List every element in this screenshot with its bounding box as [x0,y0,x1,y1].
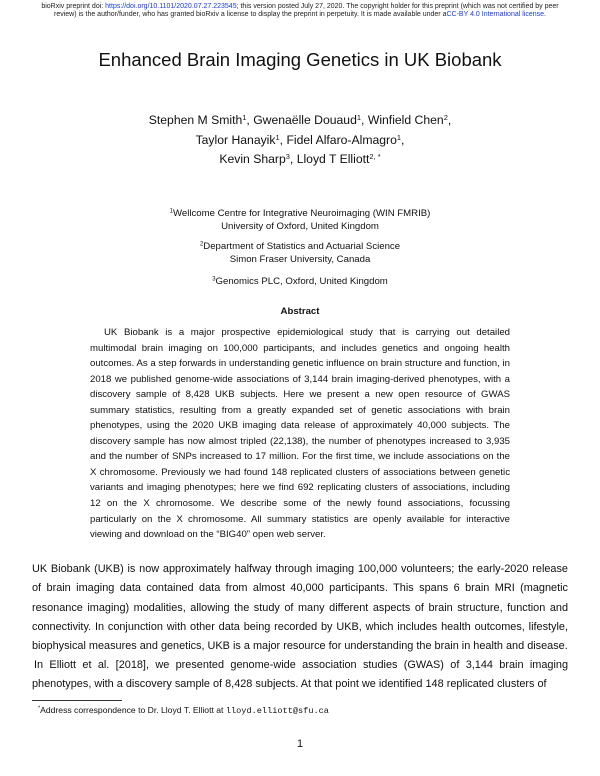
author: Stephen M Smith$^1$, [148,112,254,127]
affiliation: $^3$Genomics PLC, Oxford, United Kingdom [212,276,388,287]
paper-title: Enhanced Brain Imaging Genetics in UK Biobank [98,49,502,70]
author: Gwenaëlle Douaud$^1$, [253,112,368,127]
author: Winfield Chen$^2$, [367,112,452,127]
body-paragraph: UK Biobank (UKB) is now approximately halfway through imaging 100,000 volunteers; the early-2020 release of brain imaging data contained data from almost 40,000 participants. This spans 6 brain MRI (magnetic resonance imaging) modalities, allowing the study of many different aspects of brain structure, function and connectivity. In conjunction with other data being recorded by UKB, which includes health outcomes, lifestyle, biophysical measures and genetics, UKB is a major resource for understanding the brain in health and disease. [32,563,568,653]
affiliation: $^1$Wellcome Centre for Integrative Neuroimaging (WIN FMRIB) University of Oxford, United Kingdom [169,208,431,232]
license-link[interactable]: CC-BY 4.0 International license [446,11,545,19]
abstract-heading: Abstract [280,306,320,317]
preprint-notice: bioRxiv preprint doi: https://doi.org/10.1101/2020.07.27.223545; this version posted July 27, 2020. The copyright holder for this preprint (which was not certified by peer review) is the author/funder, who has granted bioRxiv a license to display the preprint in perpetuity. It is made available under aCC-BY 4.0 International license. [41,3,559,19]
footnote: *Address correspondence to Dr. Lloyd T. Elliott at lloyd.elliott@sfu.ca [38,705,329,716]
affiliation: $^2$Department of Statistics and Actuarial Science Simon Fraser University, Canada [199,241,401,265]
author: Fidel Alfaro-Almagro$^1$, [286,132,405,147]
body-paragraph: In Elliott et al. [2018], we presented genome-wide association studies (GWAS) of 3,144 brain imaging phenotypes, with a discovery sample of 8,428 subjects. At that point we identified 148 replicated clusters of [32,659,568,691]
correspondence-email[interactable]: lloyd.elliott@sfu.ca [225,706,329,716]
author: Kevin Sharp$^3$, [219,151,297,166]
doi-link[interactable]: https://doi.org/10.1101/2020.07.27.223545 [105,3,237,10]
footnote-divider [32,700,122,701]
author-list [60,111,540,170]
author: Taylor Hanayik$^1$, [195,132,287,147]
page-number: 1 [296,738,304,750]
abstract-text: UK Biobank is a major prospective epidemiological study that is carrying out detailed multimodal brain imaging on 100,000 participants, and includes genetics and ongoing health outcomes. As a step forwards in understanding genetic influence on brain structure and function, in 2018 we published genome-wide associations of 3,144 brain imaging-derived phenotypes, with a discovery sample of 8,428 UKB subjects. Here we present a new open resource of GWAS summary statistics, resulting from a greatly expanded set of genetic associations with brain phenotypes, using the 2020 UKB imaging data release of approximately 40,000 subjects. The discovery sample has now almost tripled (22,138), the number of phenotypes increased to 3,935 and the number of SNPs increased to 17 million. For the first time, we include associations on the X chromosome. Previously we had found 148 replicated clusters of associations between genetic variants and imaging phenotypes; here we find 692 replicating clusters of associations, including 12 on the X chromosome. We describe some of the newly found associations, focussing particularly on the X chromosome. All summary statistics are openly available for interactive viewing and download on the “BIG40” open web server. [90,327,510,541]
author: Lloyd T Elliott$^{2, *}$ [296,151,381,166]
